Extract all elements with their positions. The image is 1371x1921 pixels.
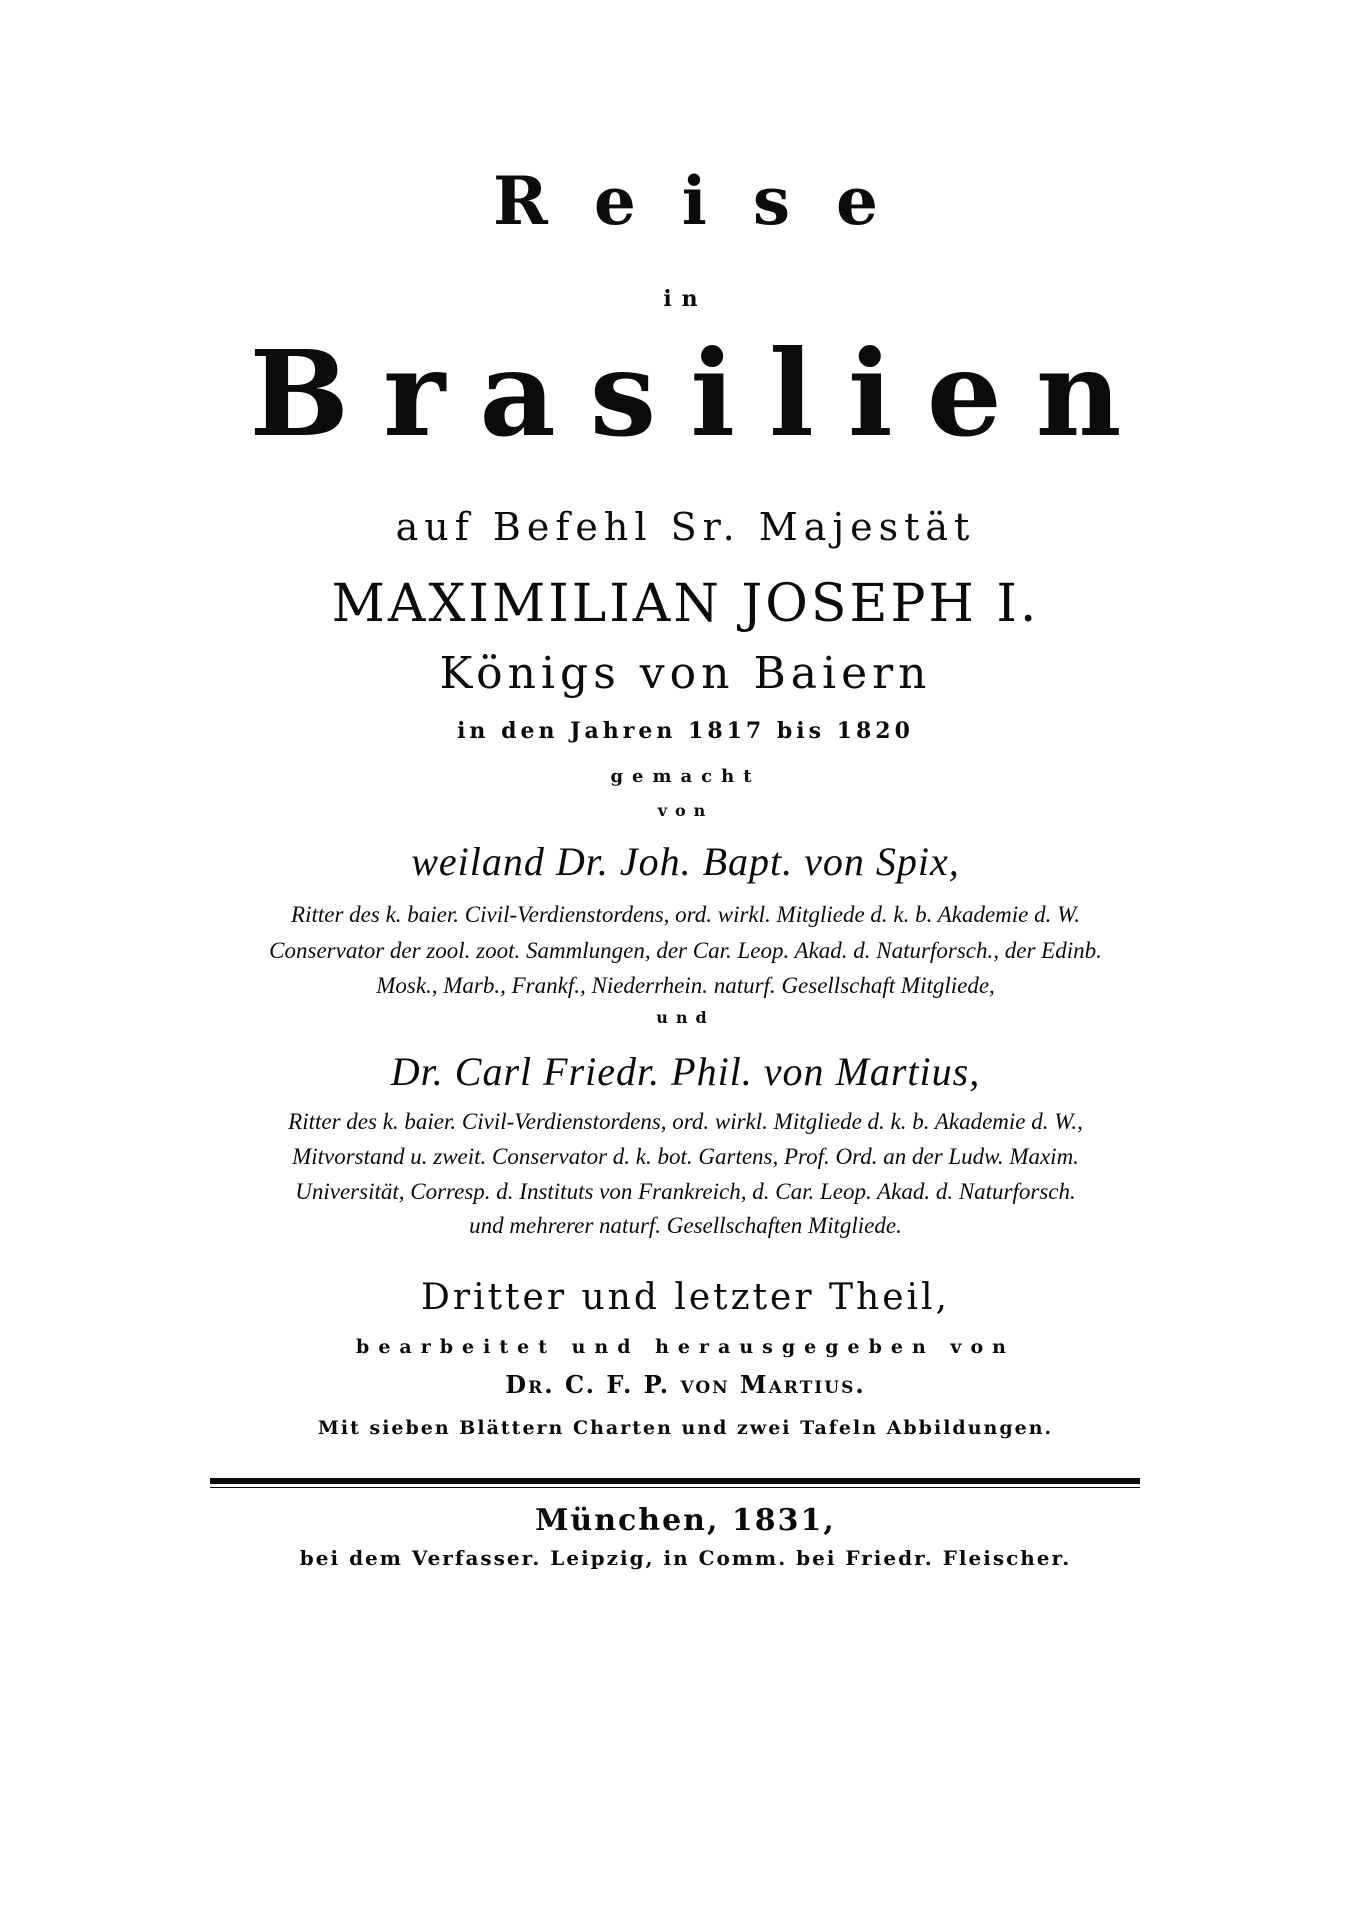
author-spix-name: weiland Dr. Joh. Bapt. von Spix, [411,839,960,884]
imprint-place-year: München, 1831, [535,1503,836,1538]
author-martius-name: Dr. Carl Friedr. Phil. von Martius, [390,1049,981,1094]
author-spix-honours-1: Ritter des k. baier. Civil-Verdienstordens, ord. wirkl. Mitgliede d. k. b. Akademie d. W. [291,902,1080,927]
author-martius-honours-2: Mitvorstand u. zweit. Conservator d. k. bot. Gartens, Prof. Ord. an der Ludw. Maxim. [292,1144,1079,1169]
monarch-title: Königs von Baiern [439,648,932,699]
by-label: von [657,801,714,820]
author-martius-honours-3: Universität, Corresp. d. Instituts von Frankreich, d. Car. Leop. Akad. d. Naturforsch. [295,1179,1076,1204]
plates-note: Mit sieben Blättern Charten und zwei Tafeln Abbildungen. [317,1417,1054,1439]
journey-years: in den Jahren 1817 bis 1820 [457,718,914,744]
volume-title: Dritter und letzter Theil, [421,1277,950,1318]
title-brasilien: Brasilien [249,324,1156,463]
author-martius-honours-4: und mehrerer naturf. Gesellschaften Mitgliede. [469,1213,902,1238]
title-connector: in [663,286,708,312]
editor-name: Dr. C. F. P. von Martius. [505,1370,866,1399]
author-martius-honours-1: Ritter des k. baier. Civil-Verdienstordens, ord. wirkl. Mitgliede d. k. b. Akademie d. W., [288,1109,1083,1134]
imprint-rule-thick [210,1478,1140,1484]
edited-by-line: bearbeitet und herausgegeben von [356,1336,1015,1358]
commission-line: auf Befehl Sr. Majestät [395,505,976,549]
monarch-name: MAXIMILIAN JOSEPH I. [331,574,1040,634]
made-label: gemacht [610,766,761,787]
title-reise: Reise [492,162,925,240]
and-label: und [656,1008,715,1027]
imprint-publisher: bei dem Verfasser. Leipzig, in Comm. bei Friedr. Fleischer. [299,1546,1072,1570]
author-spix-honours-3: Mosk., Marb., Frankf., Niederrhein. naturf. Gesellschaft Mitgliede, [376,973,995,998]
imprint-rule-thin [210,1487,1140,1488]
author-spix-honours-2: Conservator der zool. zoot. Sammlungen, der Car. Leop. Akad. d. Naturforsch., der Edinb. [269,938,1102,963]
